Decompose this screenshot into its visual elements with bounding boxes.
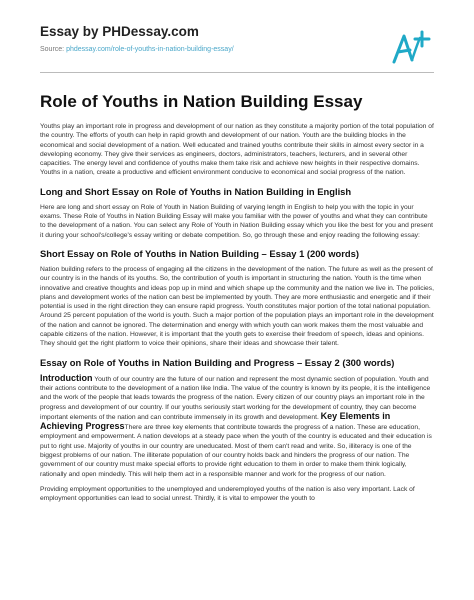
key-elements-text: There are three key elements that contribute towards the progress of a nation. These are education, employment and empowerment. A nation develops at a steady pace when the youth of the country is educated and their education is put to right use. Majority of youths in our country are uneducated. Most of them can't read and write. So, illiteracy is one of the biggest problems of our nation. The illiterate population of our country holds back and hinders the progress of our nation. The government of our country must make special efforts to provide right education to them in order to make them think logically, rationally and open mindedly. This will help them act in a responsible manner and work for the progress of our nation.	[40, 424, 432, 478]
source-label: Source:	[40, 46, 65, 53]
section-heading-2: Short Essay on Role of Youths in Nation Building – Essay 1 (200 words)	[40, 247, 359, 259]
section-heading-1: Long and Short Essay on Role of Youths in Nation Building in English	[40, 185, 352, 197]
section-heading-3: Essay on Role of Youths in Nation Building and Progress – Essay 2 (300 words)	[40, 356, 395, 368]
a-plus-logo-icon	[388, 28, 436, 68]
section-body-1: Here are long and short essay on Role of Youth in Nation Building of varying length in English to help you with the topic in your exams. These Role of Youths in Nation Building Essay will make you familiar with the power of youths and what they can contribute to the development of a nation. You can select any Role of Youth in Nation Building essay which you like the best for you and present it during your school's/college's essay writing or debate competition. So, go through these and enjoy reading the following essay:	[40, 203, 433, 239]
intro-paragraph: Youths play an important role in progress and development of our nation as they constitute a majority portion of the total population of the country. The efforts of youth can help in rapid growth and development of our nation. Youth are the building blocks in the economical and social development of a nation. Well educated and trained youths contribute their skills in almost every sector in a developing economy. They give their services as engineers, doctors, administrators, teachers, lecturers, and in several other capacities. The energy level and confidence of youths make them take risk and achieve new heights in their respective domains. Youths in a nation, create a productive and efficient environment conducive to economical and social progress of the nation.	[40, 123, 434, 177]
header-divider	[40, 72, 434, 73]
page-title: Role of Youths in Nation Building Essay	[40, 92, 363, 111]
section-tail-3: Providing employment opportunities to the unemployed and underemployed youths of the nation is also very important. Lack of employment opportunities can lead to social unrest. Thirdly, it is vital to empower the youth to	[40, 485, 415, 503]
source-line	[40, 46, 234, 53]
introduction-label: Introduction	[40, 372, 93, 383]
section-body-2: Nation building refers to the process of engaging all the citizens in the development of the nation. The future as well as the present of our country is in the hands of its youths. So, the contribution of youth is important in structuring the nation. Youth is the time when innovative and creative thoughts and ideas pop up in mind and which shape up the community and the nation we live in. The policies, plans and development works of the nation can best be implemented by youth. They are more enthusiastic and energetic and if their potential is used in the right direction they can ensure rapid progress. Youth constitutes major portion of the total national population. Around 25 percent population of the world is youth. Such a major portion of the population plays an important role in the development of the nation and cannot be ignored. The determination and energy with which youth can work makes them the most valuable and capable citizens of the nation. However, it is important that the youth gets to exercise their freedom of speech, ideas and opinions. They should get the right platform to voice their opinions, share their ideas and showcase their talent.	[40, 265, 434, 348]
essay-content	[40, 92, 434, 510]
brand-title: Essay by PHDessay.com	[40, 24, 199, 39]
key-elements-label: Key Elements in Achieving Progress	[40, 410, 391, 432]
introduction-text: Youth of our country are the future of our nation and represent the most dynamic section of population. Youth and their actions contribute to the development of a nation like India. The value of the country is known by its people, it is the intelligence and the work of the people that leads towards the progress of the nation. Every citizen of our country plays an important role in the progress and development of our country. If our youths seriously start working for the development of country, they can become important elements of the nation and can contribute immensely in its growth and development.	[40, 375, 431, 421]
source-link[interactable]: phdessay.com/role-of-youths-in-nation-building-essay/	[66, 46, 234, 53]
section-body-3	[40, 374, 434, 479]
